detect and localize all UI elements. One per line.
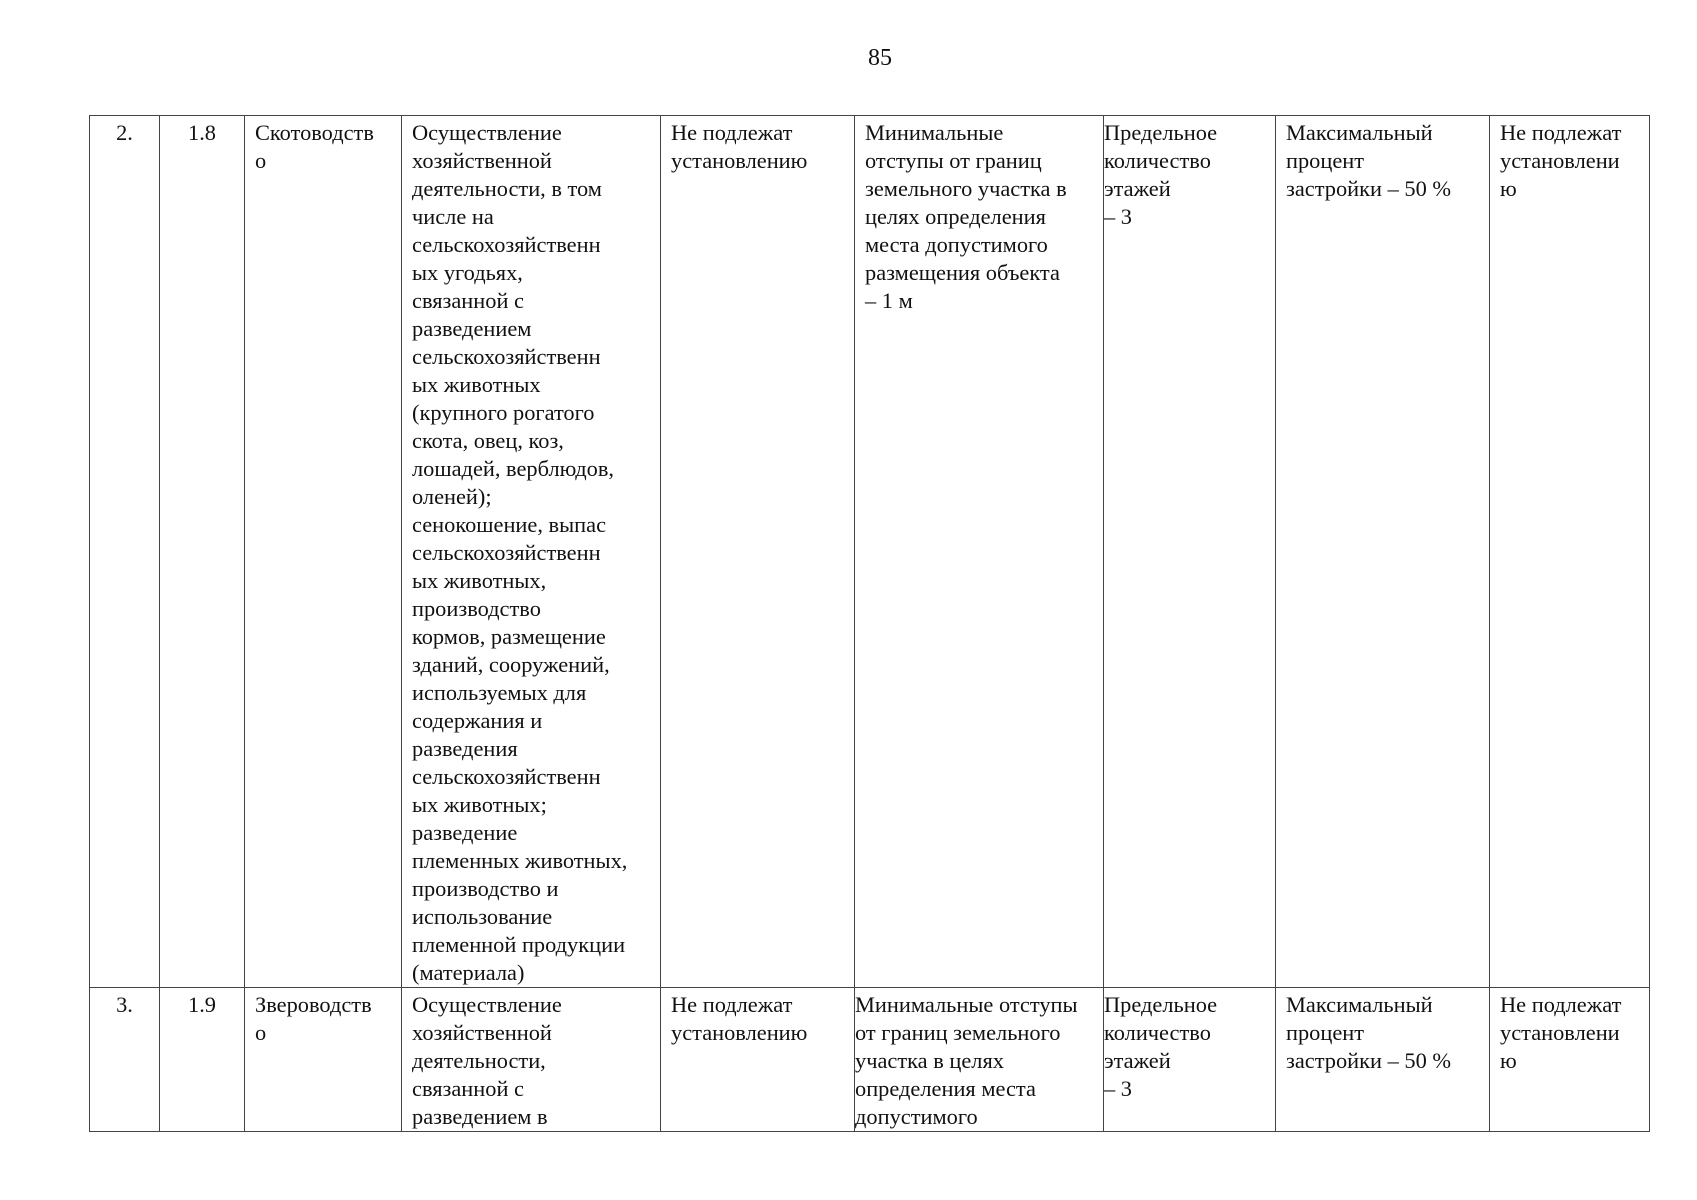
row-setbacks: Минимальные отступы от границ земельного участка в целях определения места допустимого [855, 988, 1104, 1132]
row-use-description: Осуществление хозяйственной деятельности, в том числе на сельскохозяйственн ых угодьях, связанной с разведением сельскохозяйственн ых животных (крупного рогатого скота, овец, коз, лошадей, верблюдов, оленей); сенокошение, выпас сельскохозяйственн ых животных, производство кормов, размещение зданий, сооружений, используемых для содержания и разведения сельскохозяйственн ых животных; разведение племенных животных, производство и использование племенной продукции (материала) [402, 116, 661, 988]
row-other: Не подлежат установлени ю [1490, 116, 1650, 988]
row-setbacks: Минимальные отступы от границ земельного участка в целях определения места допустимого размещения объекта – 1 м [855, 116, 1104, 988]
row-plot-size: Не подлежат установлению [661, 116, 855, 988]
row-coverage: Максимальный процент застройки – 50 % [1276, 988, 1490, 1132]
row-use-name: Скотоводств о [245, 116, 402, 988]
row-use-description: Осуществление хозяйственной деятельности, связанной с разведением в [402, 988, 661, 1132]
row-code: 1.9 [160, 988, 245, 1132]
row-coverage: Максимальный процент застройки – 50 % [1276, 116, 1490, 988]
row-plot-size: Не подлежат установлению [661, 988, 855, 1132]
row-use-name: Звероводств о [245, 988, 402, 1132]
page-number: 85 [868, 45, 892, 71]
regulations-table [89, 115, 1650, 1132]
row-index: 3. [90, 988, 160, 1132]
row-floors: Предельное количество этажей – 3 [1104, 116, 1276, 988]
row-floors: Предельное количество этажей – 3 [1104, 988, 1276, 1132]
row-index: 2. [90, 116, 160, 988]
row-other: Не подлежат установлени ю [1490, 988, 1650, 1132]
table-row [90, 116, 1650, 988]
table-row [90, 988, 1650, 1132]
row-code: 1.8 [160, 116, 245, 988]
